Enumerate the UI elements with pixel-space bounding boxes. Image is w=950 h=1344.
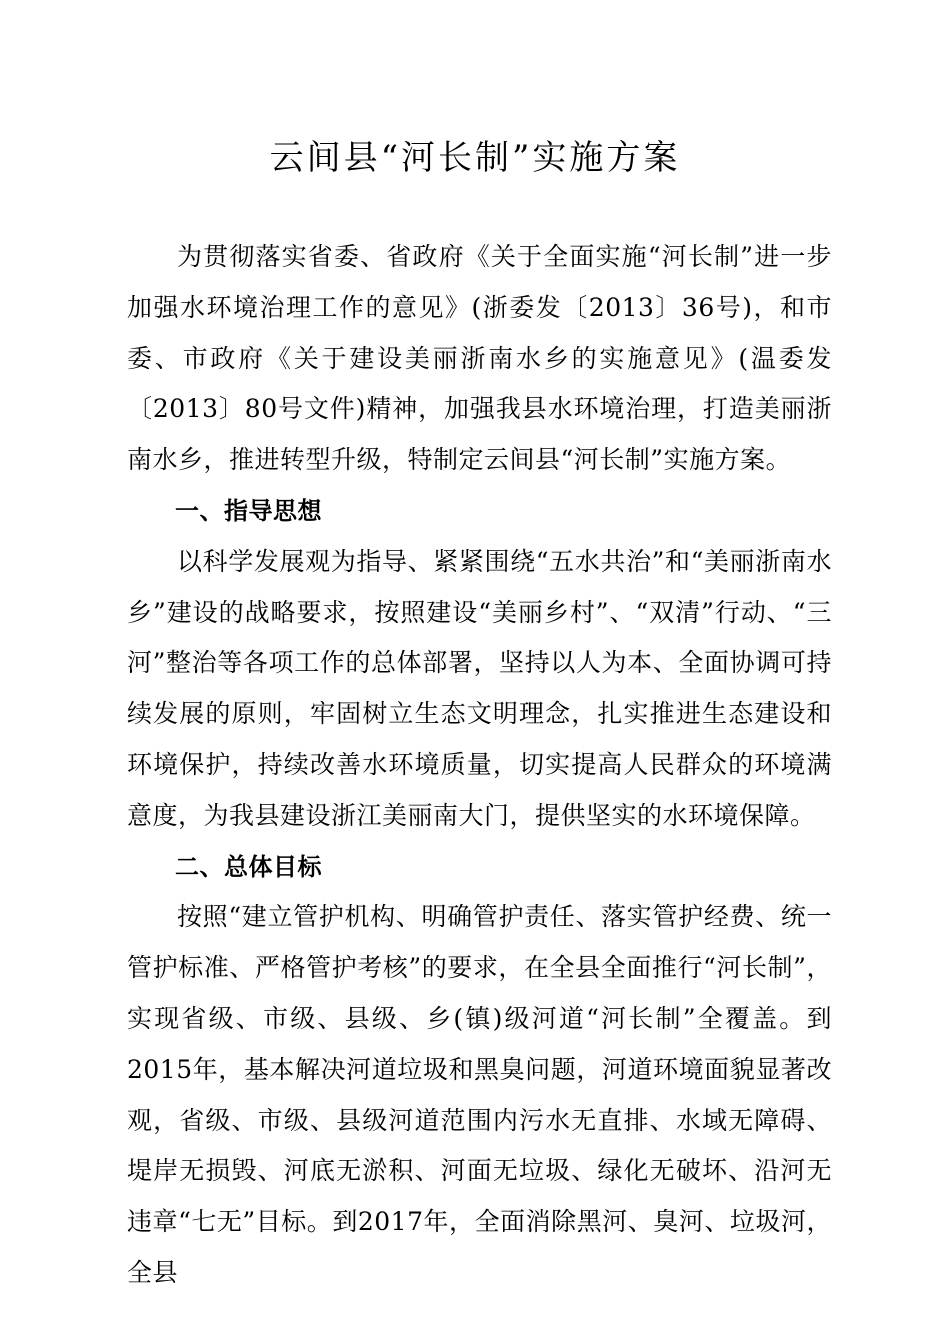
section-paragraph-overall-goals: 按照“建立管护机构、明确管护责任、落实管护经费、统一管护标准、严格管护考核”的要求，在全县全面推行“河长制”，实现省级、市级、县级、乡(镇)级河道“河长制”全覆盖。到2015年，基本解决河道垃圾和黑臭问题，河道环境面貌显著改观，省级、市级、县级河道范围内污水无直排、水域无障碍、堤岸无损毁、河底无淤积、河面无垃圾、绿化无破坏、沿河无违章“七无”目标。到2017年，全面消除黑河、臭河、垃圾河，全县 <box>127 902 832 1287</box>
section-paragraph-guiding-ideology: 以科学发展观为指导、紧紧围绕“五水共治”和“美丽浙南水乡”建设的战略要求，按照建设“美丽乡村”、“双清”行动、“三河”整治等各项工作的总体部署，坚持以人为本、全面协调可持续发展的原则，牢固树立生态文明理念，扎实推进生态建设和环境保护，持续改善水环境质量，切实提高人民群众的环境满意度，为我县建设浙江美丽南大门，提供坚实的水环境保障。 <box>127 546 832 830</box>
document-body <box>127 232 832 1299</box>
section-heading-guiding-ideology: 一、指导思想 <box>175 496 322 525</box>
intro-paragraph: 为贯彻落实省委、省政府《关于全面实施“河长制”进一步加强水环境治理工作的意见》(浙委发〔2013〕36号)，和市委、市政府《关于建设美丽浙南水乡的实施意见》(温委发〔2013〕80号文件)精神，加强我县水环境治理，打造美丽浙南水乡，推进转型升级，特制定云间县“河长制”实施方案。 <box>127 242 832 475</box>
document-title: 云间县“河长制”实施方案 <box>269 138 681 178</box>
section-heading-overall-goals: 二、总体目标 <box>175 852 322 881</box>
